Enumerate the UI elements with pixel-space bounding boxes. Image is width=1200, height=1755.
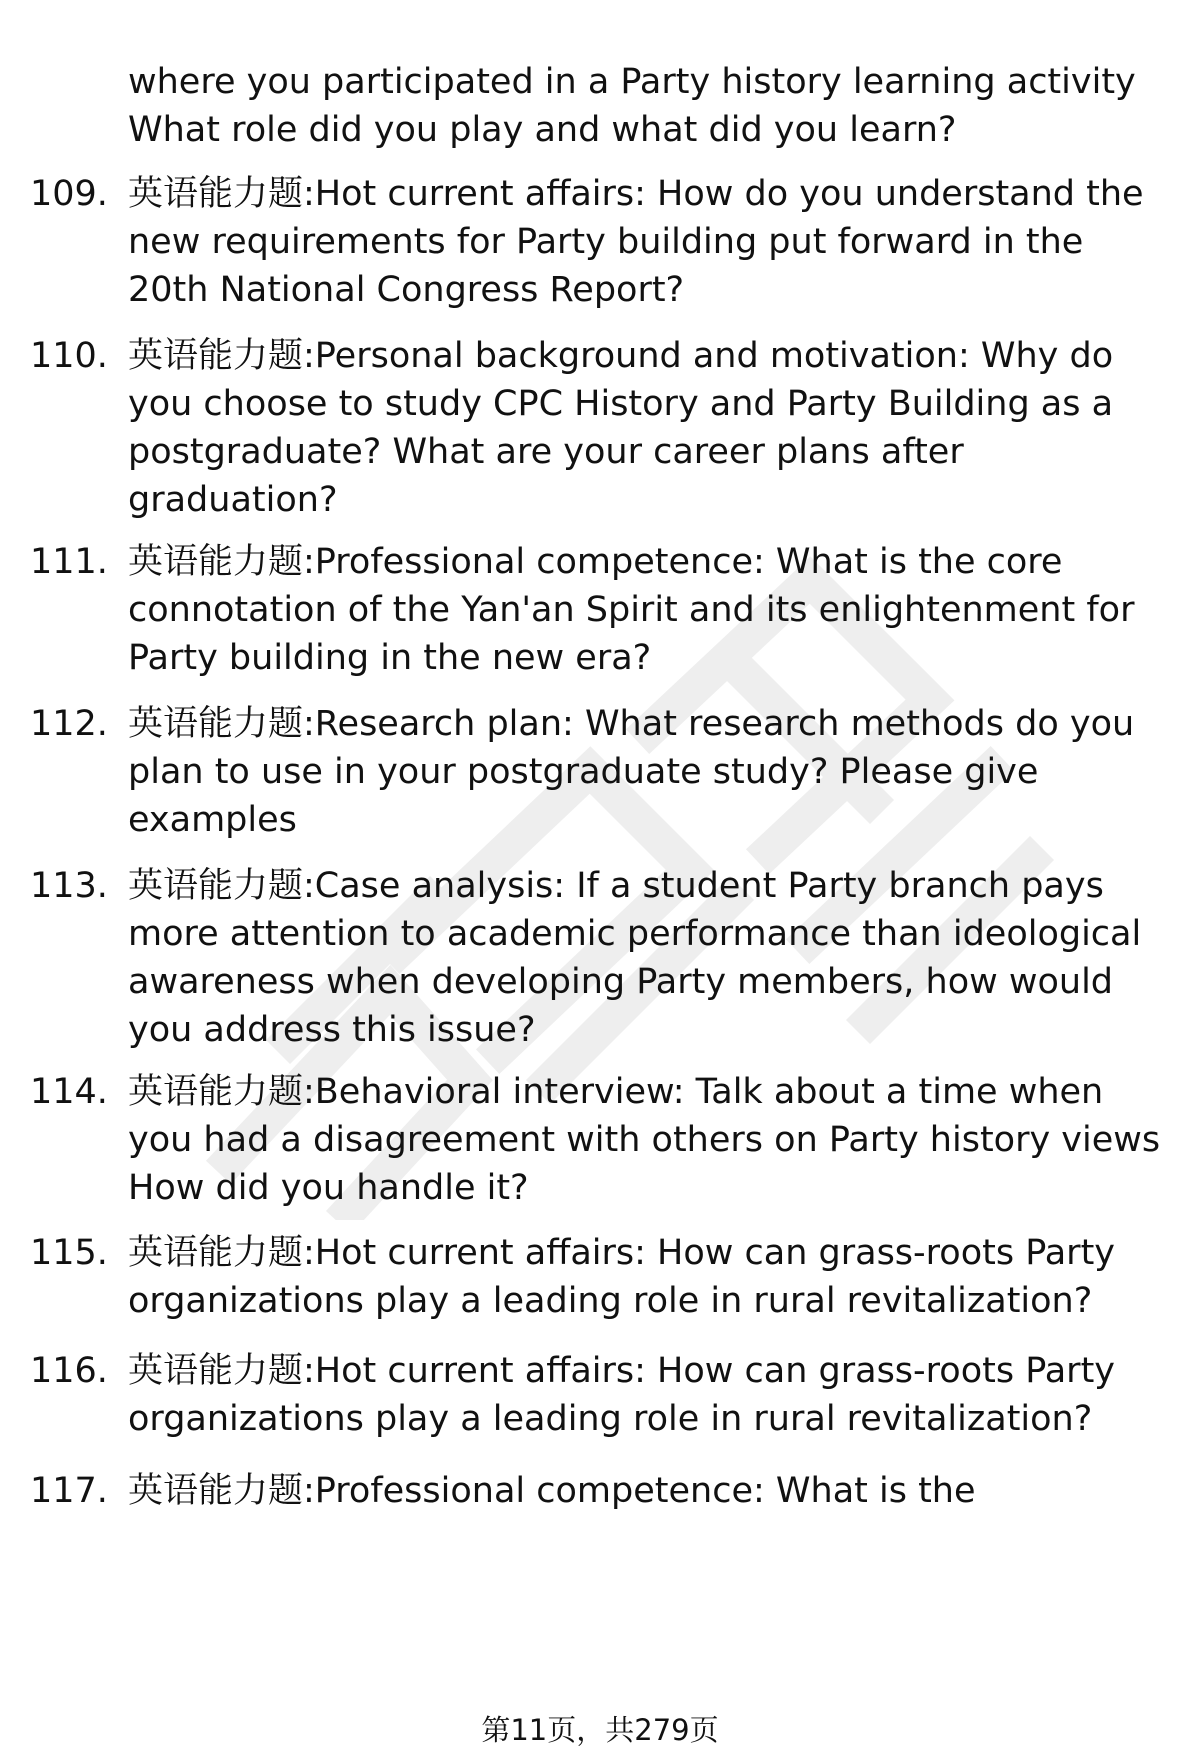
- question-number: 109.: [30, 174, 108, 214]
- question-label: 英语能力题:: [128, 704, 315, 744]
- question-item: [30, 538, 1170, 682]
- question-body: [128, 1467, 1168, 1515]
- continuation-text: where you participated in a Party history learning activity What role did you play and what did you learn?: [128, 62, 1136, 150]
- question-item: [30, 1467, 1170, 1515]
- question-text: Hot current affairs: How can grass-roots Party organizations play a leading role in rural revitalization?: [128, 1351, 1116, 1439]
- question-label: 英语能力题:: [128, 1233, 315, 1273]
- question-text: Hot current affairs: How do you understand the new requirements for Party building put forward in the 20th National Congress Report?: [128, 174, 1144, 310]
- question-item: [30, 862, 1170, 1054]
- question-number: 114.: [30, 1072, 108, 1112]
- question-body: [128, 1347, 1168, 1443]
- question-label: 英语能力题:: [128, 174, 315, 214]
- question-text: Research plan: What research methods do you plan to use in your postgraduate study? Please give examples: [128, 704, 1135, 840]
- question-number: 110.: [30, 336, 108, 376]
- question-body: [128, 1068, 1168, 1212]
- question-label: 英语能力题:: [128, 866, 315, 906]
- question-number: 115.: [30, 1233, 108, 1273]
- question-number: 113.: [30, 866, 108, 906]
- question-label: 英语能力题:: [128, 1072, 315, 1112]
- question-item: [30, 170, 1170, 314]
- question-label: 英语能力题:: [128, 336, 315, 376]
- question-number: 112.: [30, 704, 108, 744]
- question-item: [30, 1229, 1170, 1325]
- question-text: Professional competence: What is the: [314, 1471, 976, 1511]
- question-label: 英语能力题:: [128, 542, 315, 582]
- question-text: Professional competence: What is the core connotation of the Yan'an Spirit and its enlightenment for Party building in the new era?: [128, 542, 1135, 678]
- question-body: [128, 700, 1168, 844]
- question-text: Behavioral interview: Talk about a time when you had a disagreement with others on Party history views How did you handle it?: [128, 1072, 1161, 1208]
- question-label: 英语能力题:: [128, 1351, 315, 1391]
- question-item: [30, 700, 1170, 844]
- question-text: Hot current affairs: How can grass-roots Party organizations play a leading role in rural revitalization?: [128, 1233, 1116, 1321]
- question-body: [128, 170, 1168, 314]
- question-body: [128, 332, 1168, 524]
- question-text: Case analysis: If a student Party branch pays more attention to academic performance than ideological awareness when developing Party members, how would you address this issue?: [128, 866, 1142, 1050]
- question-number: 117.: [30, 1471, 108, 1511]
- question-label: 英语能力题:: [128, 1471, 315, 1511]
- question-item: [30, 1347, 1170, 1443]
- page-footer: 第11页，共279页: [481, 1713, 719, 1747]
- question-text: Personal background and motivation: Why do you choose to study CPC History and Party Building as a postgraduate? What are your career plans after graduation?: [128, 336, 1114, 520]
- question-body: [128, 862, 1168, 1054]
- question-number: 111.: [30, 542, 108, 582]
- question-item: [30, 332, 1170, 524]
- question-body: [128, 1229, 1168, 1325]
- question-body: [128, 538, 1168, 682]
- question-item: [30, 1068, 1170, 1212]
- question-number: 116.: [30, 1351, 108, 1391]
